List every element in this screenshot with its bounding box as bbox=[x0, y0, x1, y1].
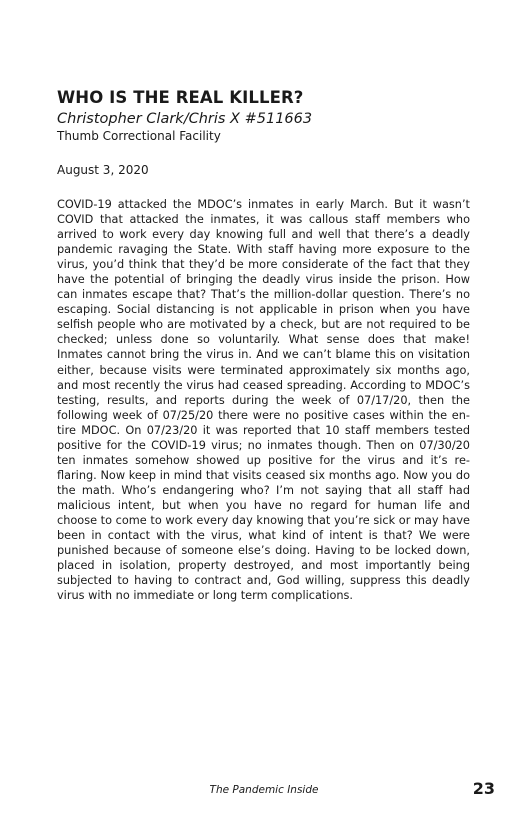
article-body: COVID-19 attacked the MDOC’s inmates in early March. But it wasn’t COVID that attacked the inmates, it was callous staff members who arrived to work every day knowing full and well that there’s a deadly pandemic ravaging the State. With staff having more exposure to the virus, you’d think that they’d be more considerate of the fact that they have the potential of bringing the deadly virus inside the prison. How can inmates escape that? That’s the million-dollar question. There’s no escaping. Social distancing is not applicable in prison when you have selfish people who are motivated by a check, but are not required to be checked; unless done so voluntarily. What sense does that make! Inmates cannot bring the virus in. And we can’t blame this on visitation either, because visits were terminated approximately six months ago, and most recently the virus had ceased spreading. According to MDOC’s testing, results, and reports during the week of 07/17/20, then the following week of 07/25/20 there were no positive cases within the entire MDOC. On 07/23/20 it was reported that 10 staff members tested positive for the COVID-19 virus; no inmates though. Then on 07/30/20 ten inmates somehow showed up positive for the virus and it’s re-flaring. Now keep in mind that visits ceased six months ago. Now you do the math. Who’s endangering who? I’m not saying that all staff had malicious intent, but when you have no regard for human life and choose to come to work every day knowing that you’re sick or may have been in contact with the virus, what kind of intent is that? We were punished because of someone else’s doing. Having to be locked down, placed in isolation, property destroyed, and most importantly being subjected to having to contract and, God willing, suppress this deadly virus with no immediate or long term complications. bbox=[57, 198, 470, 603]
footer-book-title: The Pandemic Inside bbox=[209, 784, 319, 796]
article-author: Christopher Clark/Chris X #511663 bbox=[57, 111, 313, 127]
page-number: 23 bbox=[472, 779, 495, 798]
article bbox=[57, 88, 470, 603]
article-date: August 3, 2020 bbox=[57, 163, 149, 177]
author-facility: Thumb Correctional Facility bbox=[57, 129, 221, 143]
article-title: WHO IS THE REAL KILLER? bbox=[57, 88, 304, 107]
